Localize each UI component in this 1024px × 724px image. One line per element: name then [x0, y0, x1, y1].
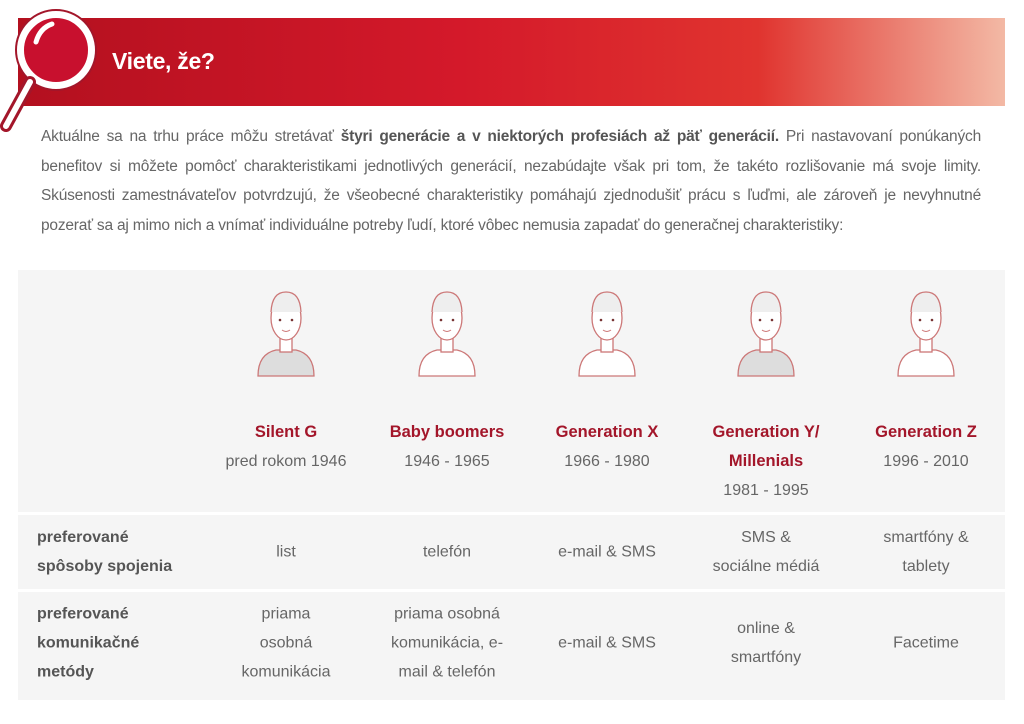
table-cell: e-mail & SMS — [558, 634, 656, 652]
table-cell: Facetime — [893, 634, 959, 652]
avatar-icon — [577, 278, 637, 378]
generation-years: 1981 - 1995 — [723, 482, 809, 499]
table-cell: smartfóny & tablety — [883, 529, 969, 575]
table-cell: priama osobná komunikácia — [241, 605, 331, 681]
generation-header — [846, 418, 1006, 476]
intro-paragraph: Aktuálne sa na trhu práce môžu stretávať štyri generácie a v niektorých profesiách až päť generácií. Pri nastavovaní ponúkaných benefitov si môžete pomôcť charakteristikami jednotlivých generácií, nezabúdajte však pri tom, že takéto rozlišovanie má svoje limity. Skúsenosti zamestnávateľov potvrdzujú, že všeobecné charakteristiky pomáhajú zjednodušiť prácu s ľuďmi, ale zároveň je nevyhnutné pozerať sa aj mimo nich a vnímať individuálne potreby ľudí, ktoré vôbec nemusia zapadať do generačnej charakteristiky: — [41, 128, 981, 234]
divider — [18, 512, 1005, 515]
row-label: preferované komunikačné metódy — [37, 605, 140, 681]
avatar-icon — [896, 278, 956, 378]
generation-header — [527, 418, 687, 476]
table-cell: telefón — [422, 543, 472, 561]
generation-name: Generation Z — [875, 423, 977, 441]
magnifier-icon — [0, 4, 100, 139]
table-cell: online & smartfóny — [730, 620, 802, 666]
table-cell: priama osobná komunikácia, e-mail & telefón — [390, 605, 504, 681]
generation-years: 1946 - 1965 — [404, 453, 490, 470]
generation-years: 1996 - 2010 — [883, 453, 969, 470]
generation-header — [206, 418, 366, 476]
avatar-icon — [256, 278, 316, 378]
table-cell: SMS & sociálne médiá — [712, 529, 820, 575]
avatar-icon — [736, 278, 796, 378]
generations-table — [18, 270, 1005, 700]
generation-name: Silent G — [254, 423, 318, 441]
table-cell: e-mail & SMS — [558, 543, 656, 561]
generation-years: 1966 - 1980 — [564, 453, 650, 470]
generation-years: pred rokom 1946 — [225, 453, 347, 470]
divider — [18, 589, 1005, 592]
generation-header — [367, 418, 527, 476]
generation-header — [686, 418, 846, 505]
page-title: Viete, že? — [112, 48, 215, 74]
table-cell: list — [276, 543, 296, 561]
row-label: preferované spôsoby spojenia — [37, 529, 173, 575]
generation-name: Generation X — [555, 423, 659, 441]
generation-name: Generation Y/ Millenials — [712, 423, 820, 470]
generation-name: Baby boomers — [389, 423, 505, 441]
avatar-icon — [417, 278, 477, 378]
